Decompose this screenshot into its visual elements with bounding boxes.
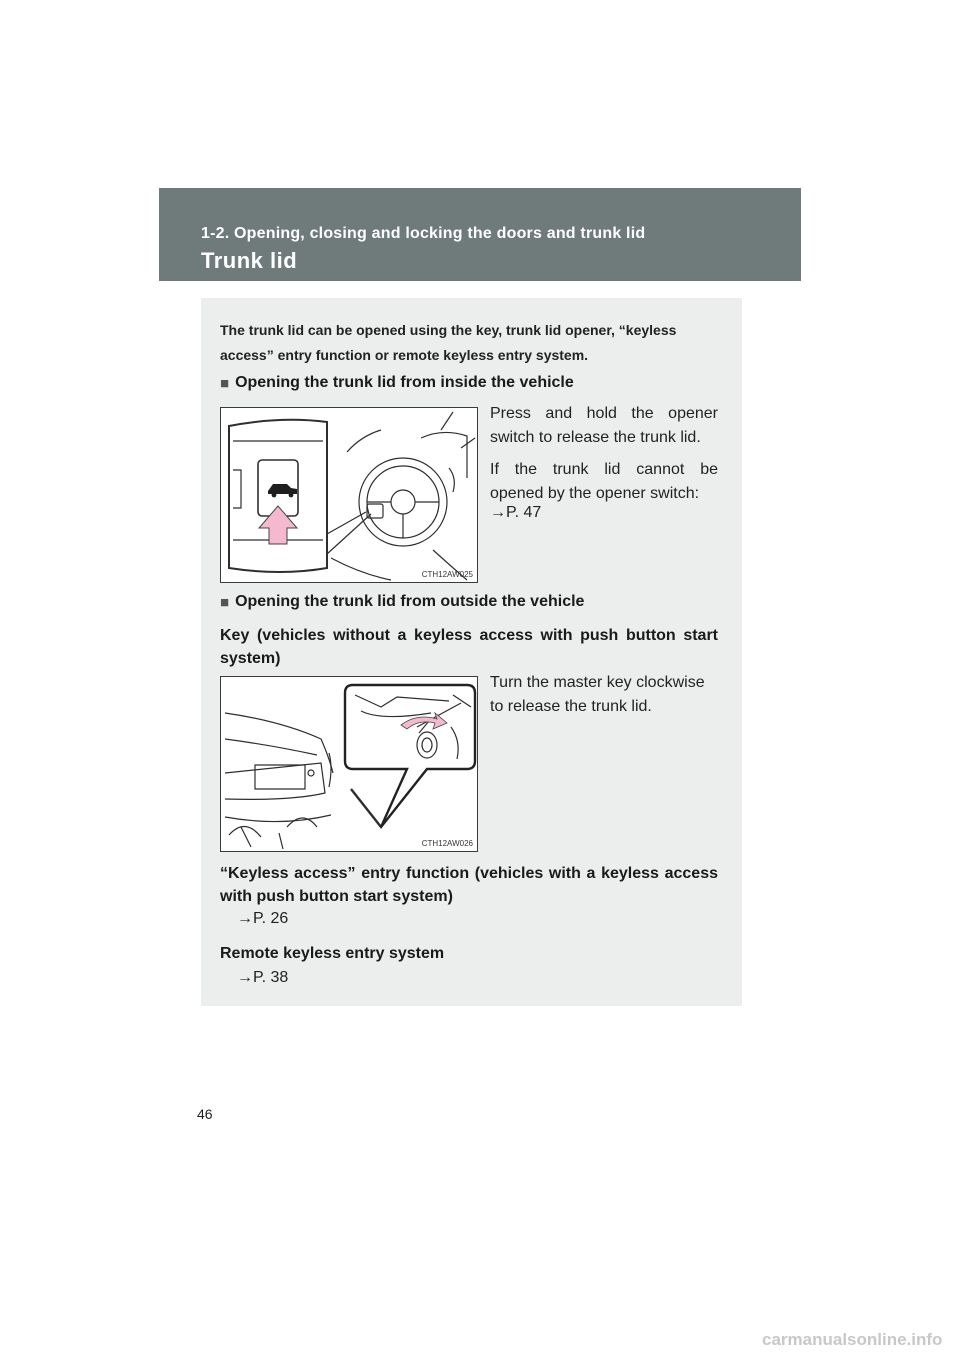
arrow-right-icon: → bbox=[237, 910, 253, 927]
watermark: carmanualsonline.info bbox=[762, 1330, 943, 1349]
inside-page-ref bbox=[490, 504, 541, 522]
page-title: Trunk lid bbox=[201, 248, 298, 273]
arrow-right-icon: → bbox=[237, 969, 253, 986]
figure-code: CTH12AW025 bbox=[421, 570, 473, 579]
inside-ref-text: P. 47 bbox=[506, 504, 542, 521]
intro-text: The trunk lid can be opened using the key, trunk lid opener, “keyless access” entry function or remote keyless entry system. bbox=[220, 322, 677, 363]
inside-heading-text: Opening the trunk lid from inside the vehicle bbox=[235, 374, 574, 391]
keyless-heading: “Keyless access” entry function (vehicles with a keyless access with push button start system) bbox=[220, 865, 718, 905]
key-para: Turn the master key clockwise to release the trunk lid. bbox=[490, 674, 705, 715]
bullet-square-icon: ■ bbox=[220, 593, 230, 611]
outside-heading-text: Opening the trunk lid from outside the vehicle bbox=[235, 593, 585, 610]
arrow-right-icon: → bbox=[490, 504, 506, 521]
master-key-figure bbox=[220, 676, 478, 852]
trunk-car-icon bbox=[268, 484, 297, 497]
section-label: 1-2. Opening, closing and locking the doors and trunk lid bbox=[201, 225, 646, 242]
remote-heading: Remote keyless entry system bbox=[220, 945, 445, 962]
page-number: 46 bbox=[197, 1106, 213, 1122]
inside-heading bbox=[220, 374, 574, 392]
section-header bbox=[159, 188, 801, 281]
figure-code: CTH12AW026 bbox=[421, 839, 473, 848]
remote-ref-text: P. 38 bbox=[253, 969, 289, 986]
opener-switch-figure bbox=[220, 407, 478, 583]
trunk-key-illustration bbox=[221, 677, 477, 851]
bullet-square-icon: ■ bbox=[220, 374, 230, 392]
inside-para-2: If the trunk lid cannot be opened by the opener switch: bbox=[490, 461, 718, 502]
opener-switch-illustration bbox=[221, 408, 477, 582]
remote-page-ref bbox=[237, 969, 288, 987]
outside-heading bbox=[220, 593, 584, 611]
keyless-page-ref bbox=[237, 910, 288, 928]
key-heading: Key (vehicles without a keyless access with push button start system) bbox=[220, 627, 718, 667]
inside-para-1: Press and hold the opener switch to release the trunk lid. bbox=[490, 405, 718, 446]
keyless-ref-text: P. 26 bbox=[253, 910, 289, 927]
